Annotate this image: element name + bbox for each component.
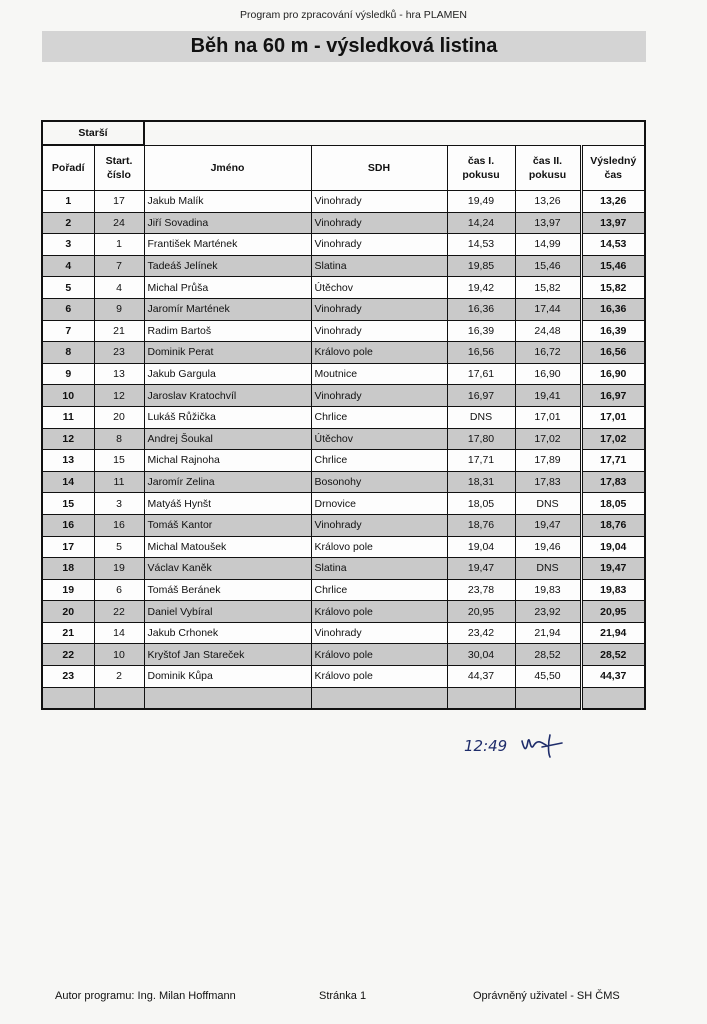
cell-name: Daniel Vybíral — [144, 601, 311, 623]
cell-rank: 23 — [42, 666, 94, 688]
table-row — [42, 579, 645, 601]
table-row — [42, 363, 645, 385]
cell-rank: 9 — [42, 363, 94, 385]
cell-final: 17,83 — [581, 471, 645, 493]
cell-final: 16,39 — [581, 320, 645, 342]
cell-sdh: Vinohrady — [311, 298, 447, 320]
cell-sdh: Útěchov — [311, 428, 447, 450]
empty-cell — [94, 687, 144, 709]
footer-author: Autor programu: Ing. Milan Hoffmann — [55, 990, 236, 1002]
cell-sdh: Chrlice — [311, 406, 447, 428]
cell-attempt1: 17,80 — [447, 428, 515, 450]
cell-name: Andrej Šoukal — [144, 428, 311, 450]
empty-cell — [447, 687, 515, 709]
cell-name: Jaromír Martének — [144, 298, 311, 320]
cell-attempt2: 14,99 — [515, 234, 581, 256]
cell-start-number: 4 — [94, 277, 144, 299]
cell-attempt2: 19,47 — [515, 514, 581, 536]
cell-rank: 15 — [42, 493, 94, 515]
table-row — [42, 320, 645, 342]
cell-name: Michal Rajnoha — [144, 450, 311, 472]
cell-attempt2: 17,44 — [515, 298, 581, 320]
cell-attempt2: 16,90 — [515, 363, 581, 385]
cell-final: 17,02 — [581, 428, 645, 450]
table-row — [42, 450, 645, 472]
cell-rank: 17 — [42, 536, 94, 558]
cell-rank: 19 — [42, 579, 94, 601]
cell-final: 15,82 — [581, 277, 645, 299]
page-title: Běh na 60 m - výsledková listina — [190, 35, 498, 57]
table-row — [42, 536, 645, 558]
cell-start-number: 13 — [94, 363, 144, 385]
cell-sdh: Královo pole — [311, 644, 447, 666]
category-spacer — [144, 121, 645, 145]
empty-row — [42, 687, 645, 709]
cell-final: 13,97 — [581, 212, 645, 234]
cell-name: Jaroslav Kratochvíl — [144, 385, 311, 407]
cell-rank: 8 — [42, 342, 94, 364]
table-row — [42, 234, 645, 256]
cell-rank: 2 — [42, 212, 94, 234]
program-line: Program pro zpracování výsledků - hra PLAMEN — [239, 9, 467, 21]
cell-rank: 1 — [42, 191, 94, 213]
category-label: Starší — [42, 121, 144, 145]
cell-start-number: 6 — [94, 579, 144, 601]
title-bar — [42, 31, 646, 62]
handwritten-signature — [464, 731, 574, 759]
results-table — [41, 120, 646, 710]
cell-final: 19,47 — [581, 558, 645, 580]
cell-attempt1: 14,24 — [447, 212, 515, 234]
cell-rank: 13 — [42, 450, 94, 472]
cell-attempt1: 16,97 — [447, 385, 515, 407]
cell-attempt2: 15,46 — [515, 255, 581, 277]
cell-rank: 21 — [42, 622, 94, 644]
cell-final: 18,05 — [581, 493, 645, 515]
cell-sdh: Vinohrady — [311, 191, 447, 213]
cell-name: Michal Matoušek — [144, 536, 311, 558]
cell-start-number: 19 — [94, 558, 144, 580]
cell-name: Jaromír Zelina — [144, 471, 311, 493]
cell-sdh: Chrlice — [311, 450, 447, 472]
cell-attempt1: 19,42 — [447, 277, 515, 299]
results-body — [42, 191, 645, 709]
cell-attempt2: 45,50 — [515, 666, 581, 688]
cell-attempt2: 17,89 — [515, 450, 581, 472]
cell-start-number: 1 — [94, 234, 144, 256]
cell-sdh: Vinohrady — [311, 234, 447, 256]
cell-rank: 7 — [42, 320, 94, 342]
cell-sdh: Královo pole — [311, 536, 447, 558]
cell-final: 18,76 — [581, 514, 645, 536]
cell-attempt1: 16,56 — [447, 342, 515, 364]
cell-start-number: 12 — [94, 385, 144, 407]
cell-final: 15,46 — [581, 255, 645, 277]
cell-attempt2: 23,92 — [515, 601, 581, 623]
col-header-final: Výsledný čas — [581, 145, 645, 191]
cell-attempt2: 28,52 — [515, 644, 581, 666]
cell-final: 17,71 — [581, 450, 645, 472]
cell-sdh: Vinohrady — [311, 385, 447, 407]
table-row — [42, 644, 645, 666]
cell-rank: 4 — [42, 255, 94, 277]
col-header-attempt1: čas I. pokusu — [447, 145, 515, 191]
cell-attempt2: 17,02 — [515, 428, 581, 450]
cell-start-number: 16 — [94, 514, 144, 536]
cell-final: 16,56 — [581, 342, 645, 364]
cell-name: Václav Kaněk — [144, 558, 311, 580]
cell-attempt1: 23,42 — [447, 622, 515, 644]
cell-attempt1: 23,78 — [447, 579, 515, 601]
cell-start-number: 15 — [94, 450, 144, 472]
cell-sdh: Královo pole — [311, 666, 447, 688]
cell-name: Kryštof Jan Stareček — [144, 644, 311, 666]
cell-attempt2: 17,83 — [515, 471, 581, 493]
cell-final: 16,90 — [581, 363, 645, 385]
cell-rank: 14 — [42, 471, 94, 493]
cell-name: František Martének — [144, 234, 311, 256]
cell-name: Dominik Kůpa — [144, 666, 311, 688]
cell-name: Matyáš Hynšt — [144, 493, 311, 515]
cell-name: Jiří Sovadina — [144, 212, 311, 234]
col-header-name: Jméno — [144, 145, 311, 191]
cell-final: 20,95 — [581, 601, 645, 623]
table-row — [42, 666, 645, 688]
cell-attempt2: 19,41 — [515, 385, 581, 407]
table-row — [42, 255, 645, 277]
cell-attempt1: 19,04 — [447, 536, 515, 558]
cell-attempt2: 19,83 — [515, 579, 581, 601]
empty-cell — [42, 687, 94, 709]
cell-name: Jakub Malík — [144, 191, 311, 213]
cell-final: 44,37 — [581, 666, 645, 688]
cell-start-number: 11 — [94, 471, 144, 493]
table-row — [42, 622, 645, 644]
cell-rank: 3 — [42, 234, 94, 256]
cell-sdh: Královo pole — [311, 342, 447, 364]
table-row — [42, 277, 645, 299]
cell-name: Lukáš Růžička — [144, 406, 311, 428]
cell-sdh: Vinohrady — [311, 212, 447, 234]
cell-start-number: 3 — [94, 493, 144, 515]
cell-name: Jakub Crhonek — [144, 622, 311, 644]
cell-rank: 10 — [42, 385, 94, 407]
cell-name: Radim Bartoš — [144, 320, 311, 342]
table-row — [42, 428, 645, 450]
table-row — [42, 493, 645, 515]
empty-cell — [515, 687, 581, 709]
cell-rank: 11 — [42, 406, 94, 428]
table-row — [42, 601, 645, 623]
empty-cell — [311, 687, 447, 709]
col-header-attempt2: čas II. pokusu — [515, 145, 581, 191]
cell-attempt2: 24,48 — [515, 320, 581, 342]
cell-sdh: Bosonohy — [311, 471, 447, 493]
cell-final: 16,36 — [581, 298, 645, 320]
cell-start-number: 10 — [94, 644, 144, 666]
empty-cell — [144, 687, 311, 709]
cell-rank: 22 — [42, 644, 94, 666]
cell-sdh: Vinohrady — [311, 320, 447, 342]
table-row — [42, 514, 645, 536]
cell-start-number: 20 — [94, 406, 144, 428]
cell-name: Michal Průša — [144, 277, 311, 299]
table-row — [42, 385, 645, 407]
cell-final: 21,94 — [581, 622, 645, 644]
cell-final: 17,01 — [581, 406, 645, 428]
cell-sdh: Královo pole — [311, 601, 447, 623]
table-row — [42, 471, 645, 493]
table-row — [42, 342, 645, 364]
cell-rank: 20 — [42, 601, 94, 623]
cell-final: 14,53 — [581, 234, 645, 256]
cell-start-number: 7 — [94, 255, 144, 277]
cell-start-number: 2 — [94, 666, 144, 688]
cell-start-number: 17 — [94, 191, 144, 213]
category-row — [42, 121, 645, 145]
table-row — [42, 212, 645, 234]
cell-attempt1: 19,49 — [447, 191, 515, 213]
cell-rank: 16 — [42, 514, 94, 536]
cell-attempt1: 17,71 — [447, 450, 515, 472]
cell-attempt1: 18,76 — [447, 514, 515, 536]
cell-name: Jakub Gargula — [144, 363, 311, 385]
table-row — [42, 406, 645, 428]
table-row — [42, 298, 645, 320]
cell-attempt1: 30,04 — [447, 644, 515, 666]
cell-attempt1: 17,61 — [447, 363, 515, 385]
cell-attempt1: 16,39 — [447, 320, 515, 342]
cell-rank: 5 — [42, 277, 94, 299]
cell-rank: 18 — [42, 558, 94, 580]
cell-rank: 12 — [42, 428, 94, 450]
signature-scrawl — [522, 735, 562, 757]
cell-attempt1: 19,47 — [447, 558, 515, 580]
cell-attempt2: 21,94 — [515, 622, 581, 644]
cell-start-number: 9 — [94, 298, 144, 320]
cell-attempt2: DNS — [515, 558, 581, 580]
cell-sdh: Slatina — [311, 558, 447, 580]
cell-final: 16,97 — [581, 385, 645, 407]
cell-name: Tomáš Kantor — [144, 514, 311, 536]
cell-sdh: Slatina — [311, 255, 447, 277]
cell-name: Dominik Perat — [144, 342, 311, 364]
cell-sdh: Drnovice — [311, 493, 447, 515]
cell-attempt2: DNS — [515, 493, 581, 515]
col-header-start-number: Start. číslo — [94, 145, 144, 191]
cell-start-number: 14 — [94, 622, 144, 644]
cell-attempt1: 16,36 — [447, 298, 515, 320]
cell-name: Tomáš Beránek — [144, 579, 311, 601]
cell-attempt2: 13,97 — [515, 212, 581, 234]
cell-sdh: Chrlice — [311, 579, 447, 601]
cell-final: 13,26 — [581, 191, 645, 213]
signature-time: 12:49 — [464, 737, 508, 755]
table-row — [42, 558, 645, 580]
table-row — [42, 191, 645, 213]
cell-attempt1: 14,53 — [447, 234, 515, 256]
cell-attempt2: 16,72 — [515, 342, 581, 364]
cell-name: Tadeáš Jelínek — [144, 255, 311, 277]
cell-start-number: 22 — [94, 601, 144, 623]
cell-attempt2: 15,82 — [515, 277, 581, 299]
col-header-rank: Pořadí — [42, 145, 94, 191]
cell-sdh: Útěchov — [311, 277, 447, 299]
cell-attempt2: 13,26 — [515, 191, 581, 213]
col-header-sdh: SDH — [311, 145, 447, 191]
cell-sdh: Vinohrady — [311, 514, 447, 536]
cell-start-number: 5 — [94, 536, 144, 558]
cell-final: 19,04 — [581, 536, 645, 558]
cell-attempt1: 20,95 — [447, 601, 515, 623]
footer-user: Oprávněný uživatel - SH ČMS — [473, 990, 620, 1002]
cell-attempt2: 17,01 — [515, 406, 581, 428]
empty-cell — [581, 687, 645, 709]
cell-start-number: 8 — [94, 428, 144, 450]
cell-start-number: 21 — [94, 320, 144, 342]
header-row — [42, 145, 645, 191]
cell-attempt1: 18,31 — [447, 471, 515, 493]
cell-attempt1: DNS — [447, 406, 515, 428]
cell-attempt1: 18,05 — [447, 493, 515, 515]
cell-sdh: Moutnice — [311, 363, 447, 385]
cell-sdh: Vinohrady — [311, 622, 447, 644]
cell-attempt1: 44,37 — [447, 666, 515, 688]
cell-attempt2: 19,46 — [515, 536, 581, 558]
footer-page: Stránka 1 — [319, 990, 367, 1002]
cell-final: 19,83 — [581, 579, 645, 601]
cell-attempt1: 19,85 — [447, 255, 515, 277]
cell-start-number: 24 — [94, 212, 144, 234]
cell-start-number: 23 — [94, 342, 144, 364]
cell-final: 28,52 — [581, 644, 645, 666]
cell-rank: 6 — [42, 298, 94, 320]
